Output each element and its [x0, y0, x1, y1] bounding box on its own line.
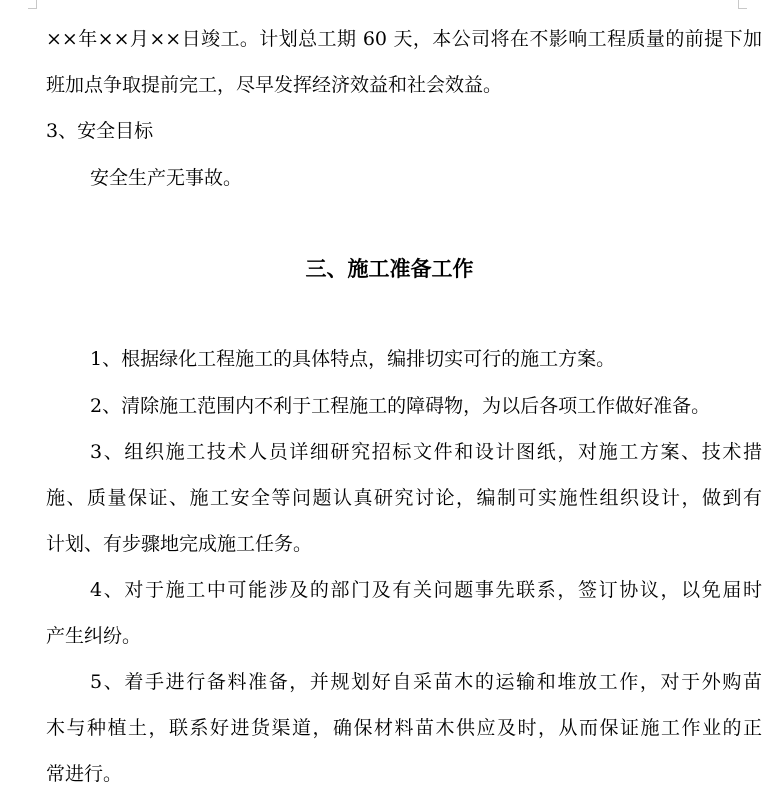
page-corner-mark-right: [738, 0, 747, 9]
page-corner-mark-left: [28, 0, 37, 9]
intro-line-2: 班加点争取提前完工，尽早发挥经济效益和社会效益。: [46, 74, 503, 96]
section-title: 三、施工准备工作: [305, 257, 474, 281]
safety-goal-heading: 3、安全目标: [46, 120, 154, 142]
list-item-3-line-3: 计划、有步骤地完成施工任务。: [46, 533, 313, 555]
list-item-4-line-2: 产生纠纷。: [46, 625, 142, 647]
list-item-5-line-1: 5、着手进行备料准备，并规划好自采苗木的运输和堆放工作，对于外购苗: [90, 671, 762, 693]
list-item-4-line-1: 4、对于施工中可能涉及的部门及有关问题事先联系，签订协议，以免届时: [90, 579, 762, 601]
list-item-5-line-2: 木与种植土，联系好进货渠道，确保材料苗木供应及时，从而保证施工作业的正: [46, 717, 762, 739]
list-item-3-line-1: 3、组织施工技术人员详细研究招标文件和设计图纸，对施工方案、技术措: [90, 441, 762, 463]
list-item-5-line-3: 常进行。: [46, 763, 123, 785]
list-item-2: 2、清除施工范围内不利于工程施工的障碍物，为以后各项工作做好准备。: [90, 395, 711, 417]
intro-line-1: ××年××月××日竣工。计划总工期 60 天，本公司将在不影响工程质量的前提下加: [46, 28, 762, 50]
safety-goal-body: 安全生产无事故。: [90, 167, 243, 189]
list-item-1: 1、根据绿化工程施工的具体特点，编排切实可行的施工方案。: [90, 348, 616, 370]
list-item-3-line-2: 施、质量保证、施工安全等问题认真研究讨论，编制可实施性组织设计，做到有: [46, 487, 762, 509]
